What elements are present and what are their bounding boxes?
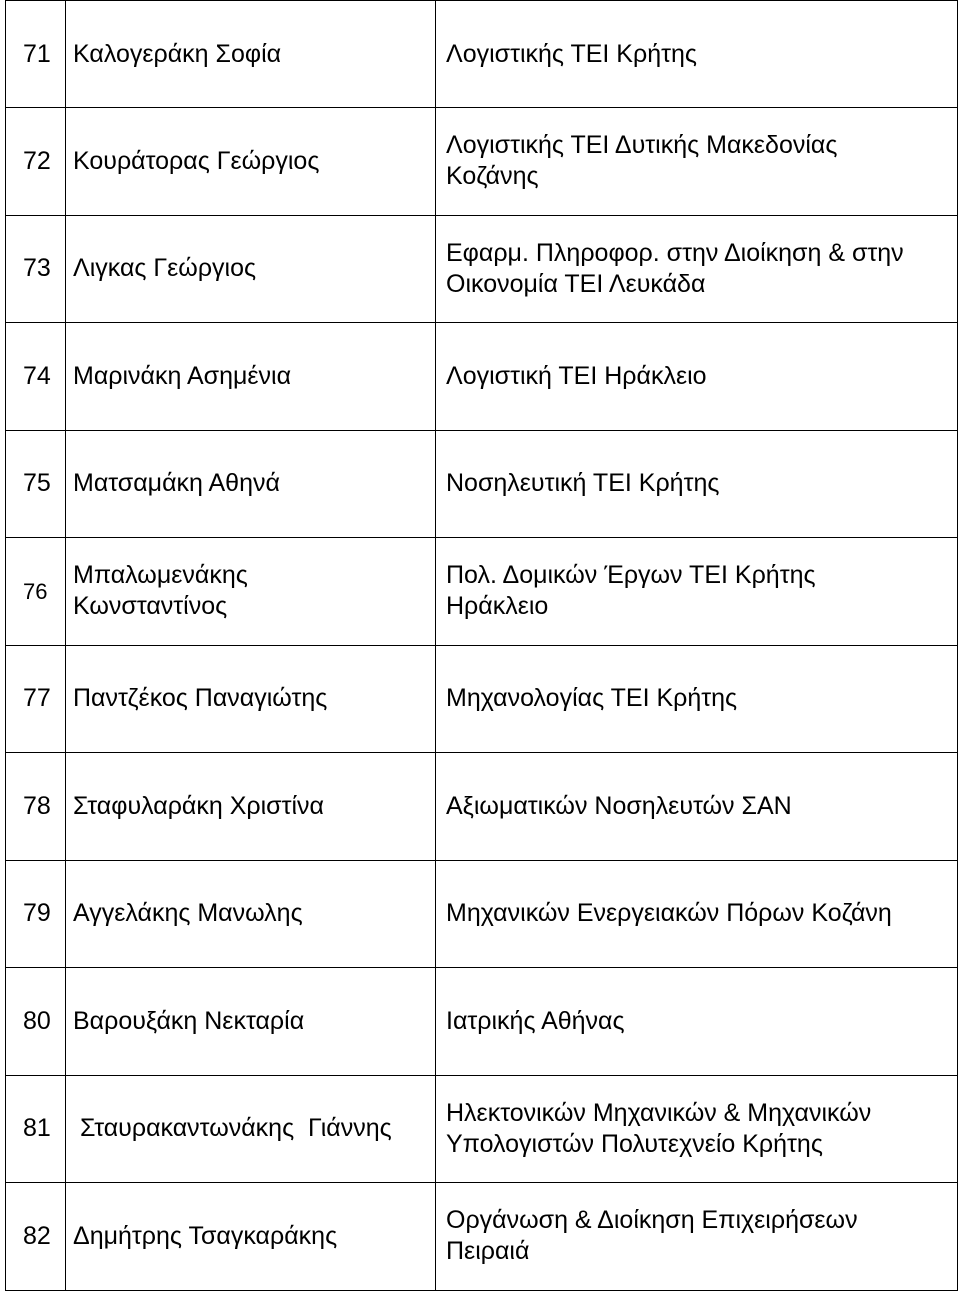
person-name: Λιγκας Γεώργιος: [66, 215, 436, 323]
row-number: 73: [6, 215, 66, 323]
table-row: [6, 430, 958, 538]
school-name: Μηχανολογίας ΤΕΙ Κρήτης: [436, 645, 958, 753]
row-number: 76: [6, 538, 66, 646]
participants-table: [5, 0, 958, 1291]
table-row: [6, 1075, 958, 1183]
school-name: Λογιστικής ΤΕΙ Δυτικής Μακεδονίας Κοζάνης: [436, 108, 958, 216]
row-number: 77: [6, 645, 66, 753]
school-name: Ιατρικής Αθήνας: [436, 968, 958, 1076]
row-number: 74: [6, 323, 66, 431]
person-name: Καλογεράκη Σοφία: [66, 1, 436, 108]
person-name: Βαρουξάκη Νεκταρία: [66, 968, 436, 1076]
person-name: Παντζέκος Παναγιώτης: [66, 645, 436, 753]
person-name: Αγγελάκης Μανωλης: [66, 860, 436, 968]
person-name: Μπαλωμενάκης Κωνσταντίνος: [66, 538, 436, 646]
school-name: Εφαρμ. Πληροφορ. στην Διοίκηση & στην Οικονομία ΤΕΙ Λευκάδα: [436, 215, 958, 323]
row-number: 79: [6, 860, 66, 968]
row-number: 81: [6, 1075, 66, 1183]
table-row: [6, 1, 958, 108]
school-name: Αξιωματικών Νοσηλευτών ΣΑΝ: [436, 753, 958, 861]
person-name: Μαρινάκη Ασημένια: [66, 323, 436, 431]
table-row: [6, 323, 958, 431]
person-name: Σταυρακαντωνάκης Γιάννης: [66, 1075, 436, 1183]
school-name: Λογιστικής ΤΕΙ Κρήτης: [436, 1, 958, 108]
row-number: 82: [6, 1183, 66, 1291]
person-name: Σταφυλαράκη Χριστίνα: [66, 753, 436, 861]
table-row: [6, 108, 958, 216]
row-number: 80: [6, 968, 66, 1076]
table-row: [6, 215, 958, 323]
table-row: [6, 753, 958, 861]
row-number: 78: [6, 753, 66, 861]
school-name: Λογιστική ΤΕΙ Ηράκλειο: [436, 323, 958, 431]
row-number: 71: [6, 1, 66, 108]
table-row: [6, 968, 958, 1076]
person-name: Δημήτρης Τσαγκαράκης: [66, 1183, 436, 1291]
row-number: 72: [6, 108, 66, 216]
school-name: Ηλεκτονικών Μηχανικών & Μηχανικών Υπολογιστών Πολυτεχνείο Κρήτης: [436, 1075, 958, 1183]
school-name: Πολ. Δομικών Έργων ΤΕΙ Κρήτης Ηράκλειο: [436, 538, 958, 646]
school-name: Οργάνωση & Διοίκηση Επιχειρήσεων Πειραιά: [436, 1183, 958, 1291]
person-name: Ματσαμάκη Αθηνά: [66, 430, 436, 538]
school-name: Μηχανικών Ενεργειακών Πόρων Κοζάνη: [436, 860, 958, 968]
table-row: [6, 1183, 958, 1291]
school-name: Νοσηλευτική ΤΕΙ Κρήτης: [436, 430, 958, 538]
table-row: [6, 645, 958, 753]
table-row: [6, 860, 958, 968]
table-row: [6, 538, 958, 646]
person-name: Κουράτορας Γεώργιος: [66, 108, 436, 216]
row-number: 75: [6, 430, 66, 538]
